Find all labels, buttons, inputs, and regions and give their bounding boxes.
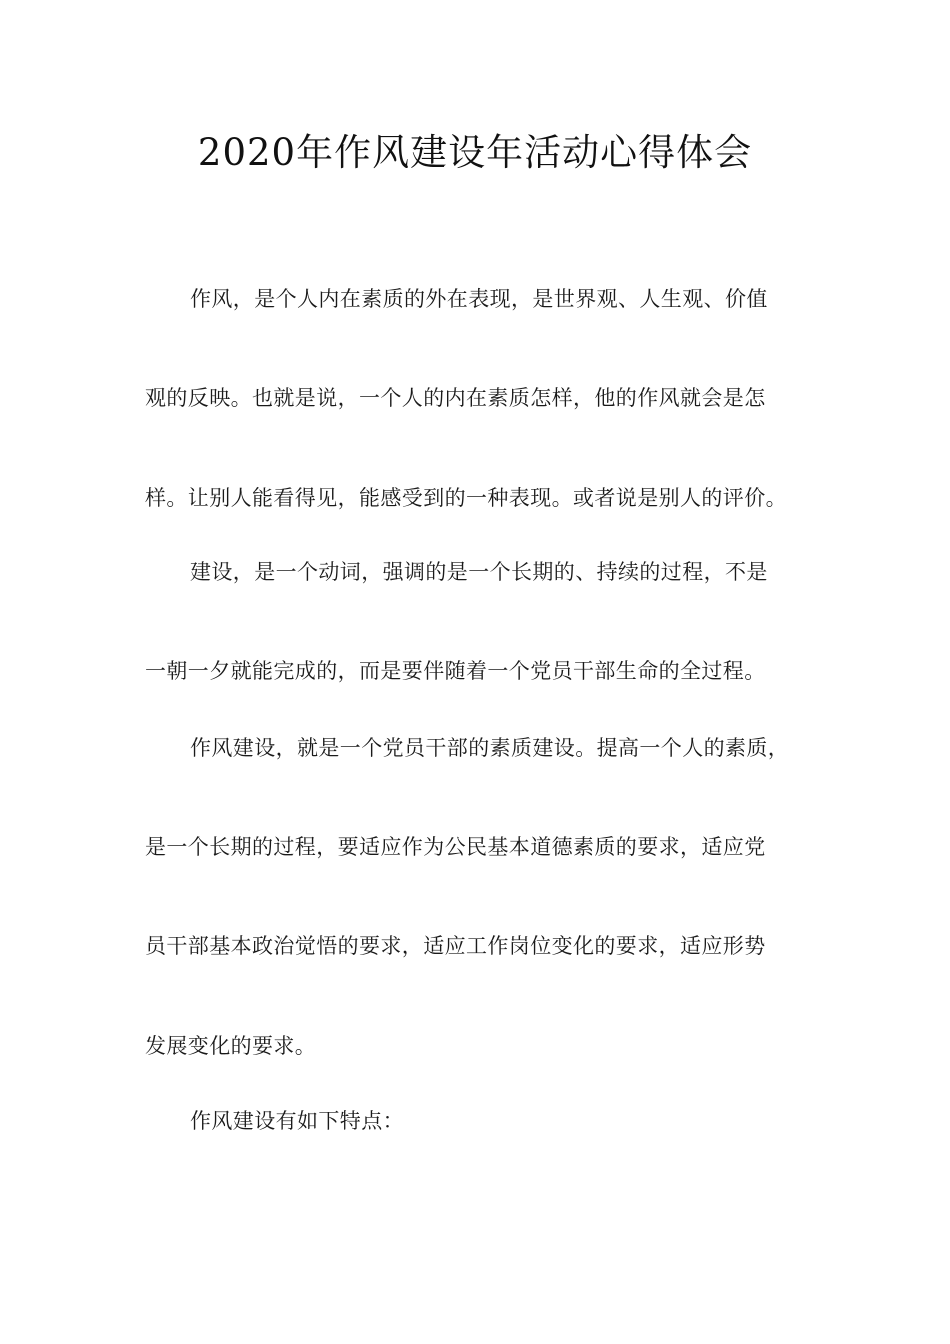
paragraph-line: 作风，是个人内在素质的外在表现，是世界观、人生观、价值 (190, 287, 768, 311)
paragraph-line: 观的反映。也就是说，一个人的内在素质怎样，他的作风就会是怎 (145, 386, 766, 410)
paragraph-line: 一朝一夕就能完成的，而是要伴随着一个党员干部生命的全过程。 (145, 659, 766, 683)
document-title: 2020年作风建设年活动心得体会 (197, 131, 753, 174)
paragraph-line: 是一个长期的过程，要适应作为公民基本道德素质的要求，适应党 (145, 835, 766, 859)
paragraph-line: 样。让别人能看得见，能感受到的一种表现。或者说是别人的评价。 (145, 486, 787, 510)
paragraph-line: 作风建设，就是一个党员干部的素质建设。提高一个人的素质， (190, 736, 790, 760)
paragraph-line: 发展变化的要求。 (145, 1034, 317, 1058)
paragraph-line: 员干部基本政治觉悟的要求，适应工作岗位变化的要求，适应形势 (145, 934, 766, 958)
paragraph-line: 建设，是一个动词，强调的是一个长期的、持续的过程，不是 (190, 560, 768, 584)
paragraph-line: 作风建设有如下特点： (190, 1109, 404, 1133)
